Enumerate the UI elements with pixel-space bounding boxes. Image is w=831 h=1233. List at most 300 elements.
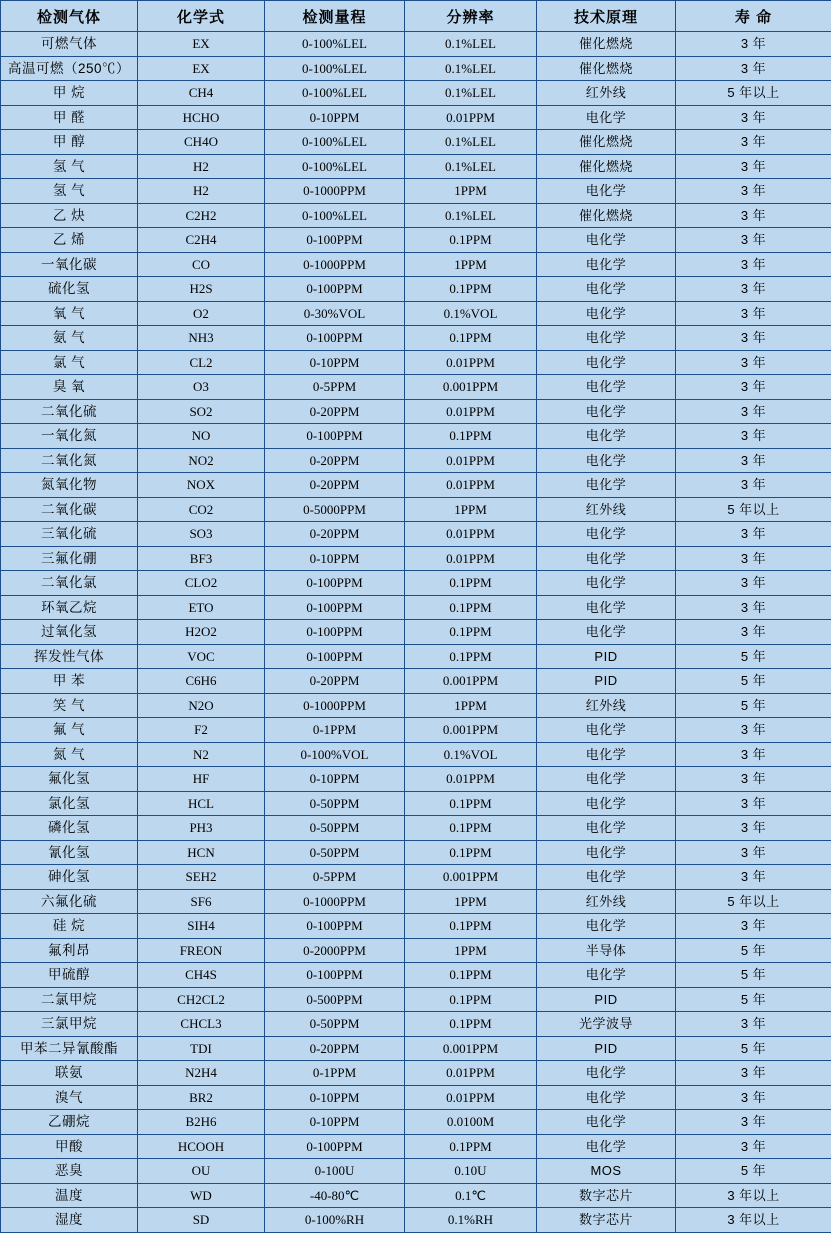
cell-chemical-formula: N2 <box>138 742 265 767</box>
cell-resolution: 0.01PPM <box>405 767 537 792</box>
cell-detection-range: 0-100%LEL <box>265 203 405 228</box>
table-row <box>1 1061 831 1086</box>
table-row <box>1 595 831 620</box>
table-row <box>1 105 831 130</box>
cell-lifespan: 3 年 <box>676 816 831 841</box>
table-row <box>1 914 831 939</box>
cell-technical-principle: 电化学 <box>537 105 676 130</box>
cell-technical-principle: 电化学 <box>537 546 676 571</box>
cell-gas-name: 一氧化氮 <box>1 424 138 449</box>
cell-gas-name: 甲硫醇 <box>1 963 138 988</box>
cell-gas-name: 挥发性气体 <box>1 644 138 669</box>
cell-lifespan: 3 年 <box>676 620 831 645</box>
cell-gas-name: 甲酸 <box>1 1134 138 1159</box>
cell-chemical-formula: SEH2 <box>138 865 265 890</box>
cell-detection-range: 0-100PPM <box>265 1134 405 1159</box>
cell-detection-range: 0-5PPM <box>265 865 405 890</box>
cell-chemical-formula: SO2 <box>138 399 265 424</box>
cell-detection-range: 0-100%VOL <box>265 742 405 767</box>
cell-detection-range: 0-20PPM <box>265 399 405 424</box>
cell-resolution: 0.0100M <box>405 1110 537 1135</box>
cell-technical-principle: PID <box>537 987 676 1012</box>
cell-chemical-formula: N2H4 <box>138 1061 265 1086</box>
cell-resolution: 1PPM <box>405 252 537 277</box>
cell-lifespan: 3 年 <box>676 448 831 473</box>
cell-detection-range: 0-100PPM <box>265 571 405 596</box>
cell-resolution: 0.001PPM <box>405 718 537 743</box>
table-row <box>1 546 831 571</box>
cell-gas-name: 甲 烷 <box>1 81 138 106</box>
cell-detection-range: 0-1000PPM <box>265 252 405 277</box>
cell-lifespan: 5 年以上 <box>676 889 831 914</box>
cell-gas-name: 氮氧化物 <box>1 473 138 498</box>
cell-gas-name: 甲 醇 <box>1 130 138 155</box>
cell-chemical-formula: SD <box>138 1208 265 1233</box>
table-row <box>1 448 831 473</box>
table-row <box>1 767 831 792</box>
cell-detection-range: 0-100%LEL <box>265 81 405 106</box>
table-row <box>1 644 831 669</box>
cell-lifespan: 3 年 <box>676 914 831 939</box>
cell-resolution: 0.1%LEL <box>405 154 537 179</box>
cell-resolution: 1PPM <box>405 179 537 204</box>
cell-technical-principle: 电化学 <box>537 473 676 498</box>
cell-lifespan: 3 年 <box>676 375 831 400</box>
cell-technical-principle: 电化学 <box>537 522 676 547</box>
cell-detection-range: 0-100%RH <box>265 1208 405 1233</box>
cell-detection-range: 0-100PPM <box>265 620 405 645</box>
cell-technical-principle: 电化学 <box>537 595 676 620</box>
cell-chemical-formula: C2H4 <box>138 228 265 253</box>
cell-detection-range: 0-10PPM <box>265 767 405 792</box>
cell-lifespan: 3 年 <box>676 840 831 865</box>
cell-chemical-formula: HCN <box>138 840 265 865</box>
cell-chemical-formula: CH4S <box>138 963 265 988</box>
cell-lifespan: 5 年 <box>676 938 831 963</box>
table-row <box>1 130 831 155</box>
cell-lifespan: 3 年 <box>676 1085 831 1110</box>
cell-lifespan: 5 年 <box>676 669 831 694</box>
cell-technical-principle: 电化学 <box>537 963 676 988</box>
cell-chemical-formula: CH2CL2 <box>138 987 265 1012</box>
cell-detection-range: 0-100PPM <box>265 424 405 449</box>
cell-lifespan: 5 年以上 <box>676 81 831 106</box>
cell-resolution: 0.1PPM <box>405 914 537 939</box>
cell-gas-name: 一氧化碳 <box>1 252 138 277</box>
cell-lifespan: 3 年 <box>676 301 831 326</box>
cell-chemical-formula: SF6 <box>138 889 265 914</box>
cell-technical-principle: 电化学 <box>537 252 676 277</box>
cell-resolution: 0.001PPM <box>405 865 537 890</box>
cell-detection-range: 0-10PPM <box>265 1110 405 1135</box>
cell-chemical-formula: EX <box>138 56 265 81</box>
cell-chemical-formula: HCOOH <box>138 1134 265 1159</box>
cell-detection-range: 0-10PPM <box>265 350 405 375</box>
cell-lifespan: 5 年 <box>676 963 831 988</box>
cell-resolution: 0.1%LEL <box>405 203 537 228</box>
table-row <box>1 424 831 449</box>
cell-detection-range: 0-20PPM <box>265 1036 405 1061</box>
table-row <box>1 522 831 547</box>
cell-technical-principle: 红外线 <box>537 889 676 914</box>
cell-detection-range: 0-50PPM <box>265 840 405 865</box>
cell-gas-name: 二氧化氯 <box>1 571 138 596</box>
cell-technical-principle: 电化学 <box>537 840 676 865</box>
cell-chemical-formula: BR2 <box>138 1085 265 1110</box>
column-header-lifespan: 寿 命 <box>676 1 831 32</box>
cell-gas-name: 氰化氢 <box>1 840 138 865</box>
cell-chemical-formula: O2 <box>138 301 265 326</box>
cell-detection-range: 0-100PPM <box>265 277 405 302</box>
table-row <box>1 81 831 106</box>
cell-gas-name: 氧 气 <box>1 301 138 326</box>
table-row <box>1 963 831 988</box>
cell-chemical-formula: FREON <box>138 938 265 963</box>
cell-technical-principle: 电化学 <box>537 277 676 302</box>
cell-lifespan: 3 年 <box>676 1110 831 1135</box>
cell-lifespan: 3 年 <box>676 1012 831 1037</box>
table-row <box>1 56 831 81</box>
cell-lifespan: 3 年 <box>676 350 831 375</box>
cell-resolution: 0.1%LEL <box>405 32 537 57</box>
cell-lifespan: 3 年 <box>676 767 831 792</box>
cell-resolution: 0.1PPM <box>405 791 537 816</box>
table-row <box>1 277 831 302</box>
cell-chemical-formula: CH4 <box>138 81 265 106</box>
cell-lifespan: 3 年 <box>676 424 831 449</box>
cell-gas-name: 氨 气 <box>1 326 138 351</box>
cell-lifespan: 3 年以上 <box>676 1208 831 1233</box>
cell-lifespan: 3 年 <box>676 522 831 547</box>
cell-chemical-formula: NO2 <box>138 448 265 473</box>
table-row <box>1 1183 831 1208</box>
cell-gas-name: 臭 氧 <box>1 375 138 400</box>
table-row <box>1 889 831 914</box>
cell-chemical-formula: CO <box>138 252 265 277</box>
cell-detection-range: 0-50PPM <box>265 791 405 816</box>
cell-technical-principle: 电化学 <box>537 816 676 841</box>
cell-chemical-formula: PH3 <box>138 816 265 841</box>
cell-gas-name: 氯化氢 <box>1 791 138 816</box>
cell-gas-name: 恶臭 <box>1 1159 138 1184</box>
cell-detection-range: 0-100PPM <box>265 963 405 988</box>
cell-chemical-formula: N2O <box>138 693 265 718</box>
cell-gas-name: 甲 醛 <box>1 105 138 130</box>
cell-technical-principle: 数字芯片 <box>537 1183 676 1208</box>
cell-technical-principle: 电化学 <box>537 1134 676 1159</box>
cell-resolution: 0.1%VOL <box>405 301 537 326</box>
table-row <box>1 816 831 841</box>
cell-resolution: 0.1PPM <box>405 424 537 449</box>
cell-gas-name: 三氧化硫 <box>1 522 138 547</box>
cell-technical-principle: MOS <box>537 1159 676 1184</box>
cell-chemical-formula: C2H2 <box>138 203 265 228</box>
cell-lifespan: 3 年 <box>676 105 831 130</box>
cell-gas-name: 氟 气 <box>1 718 138 743</box>
cell-resolution: 0.1PPM <box>405 840 537 865</box>
cell-technical-principle: 催化燃烧 <box>537 154 676 179</box>
table-row <box>1 1012 831 1037</box>
cell-resolution: 0.1PPM <box>405 987 537 1012</box>
table-row <box>1 571 831 596</box>
cell-gas-name: 三氯甲烷 <box>1 1012 138 1037</box>
cell-lifespan: 3 年 <box>676 865 831 890</box>
cell-chemical-formula: H2 <box>138 154 265 179</box>
table-row <box>1 252 831 277</box>
cell-detection-range: 0-1000PPM <box>265 693 405 718</box>
cell-resolution: 0.001PPM <box>405 669 537 694</box>
cell-resolution: 0.1PPM <box>405 1012 537 1037</box>
cell-technical-principle: 半导体 <box>537 938 676 963</box>
cell-resolution: 0.01PPM <box>405 522 537 547</box>
cell-technical-principle: 红外线 <box>537 693 676 718</box>
cell-technical-principle: 电化学 <box>537 424 676 449</box>
cell-technical-principle: PID <box>537 644 676 669</box>
cell-resolution: 0.1%LEL <box>405 81 537 106</box>
cell-gas-name: 乙 炔 <box>1 203 138 228</box>
cell-lifespan: 5 年 <box>676 693 831 718</box>
table-body <box>1 32 831 1233</box>
table-row <box>1 1110 831 1135</box>
table-row <box>1 326 831 351</box>
cell-resolution: 0.1PPM <box>405 963 537 988</box>
cell-technical-principle: 催化燃烧 <box>537 203 676 228</box>
cell-detection-range: 0-100PPM <box>265 228 405 253</box>
cell-lifespan: 3 年 <box>676 252 831 277</box>
cell-gas-name: 氢 气 <box>1 154 138 179</box>
cell-detection-range: 0-1PPM <box>265 1061 405 1086</box>
cell-resolution: 0.1PPM <box>405 816 537 841</box>
cell-gas-name: 溴气 <box>1 1085 138 1110</box>
cell-technical-principle: 催化燃烧 <box>537 130 676 155</box>
cell-gas-name: 联氨 <box>1 1061 138 1086</box>
cell-technical-principle: 电化学 <box>537 791 676 816</box>
table-row <box>1 987 831 1012</box>
cell-gas-name: 磷化氢 <box>1 816 138 841</box>
cell-technical-principle: PID <box>537 669 676 694</box>
table-row <box>1 228 831 253</box>
cell-technical-principle: 电化学 <box>537 620 676 645</box>
cell-gas-name: 氟利昂 <box>1 938 138 963</box>
table-row <box>1 791 831 816</box>
cell-lifespan: 3 年 <box>676 742 831 767</box>
table-row <box>1 693 831 718</box>
cell-detection-range: 0-100PPM <box>265 644 405 669</box>
cell-chemical-formula: VOC <box>138 644 265 669</box>
column-header-chemical-formula: 化学式 <box>138 1 265 32</box>
cell-lifespan: 3 年以上 <box>676 1183 831 1208</box>
cell-lifespan: 3 年 <box>676 326 831 351</box>
cell-chemical-formula: C6H6 <box>138 669 265 694</box>
cell-detection-range: 0-30%VOL <box>265 301 405 326</box>
cell-technical-principle: 电化学 <box>537 1061 676 1086</box>
cell-detection-range: 0-100%LEL <box>265 130 405 155</box>
cell-technical-principle: 电化学 <box>537 350 676 375</box>
cell-technical-principle: 电化学 <box>537 1110 676 1135</box>
cell-lifespan: 3 年 <box>676 1061 831 1086</box>
cell-detection-range: 0-1PPM <box>265 718 405 743</box>
cell-detection-range: 0-1000PPM <box>265 889 405 914</box>
table-row <box>1 497 831 522</box>
cell-technical-principle: 红外线 <box>537 497 676 522</box>
cell-technical-principle: 催化燃烧 <box>537 56 676 81</box>
cell-resolution: 0.1PPM <box>405 644 537 669</box>
table-row <box>1 301 831 326</box>
column-header-technical-principle: 技术原理 <box>537 1 676 32</box>
cell-detection-range: 0-100%LEL <box>265 32 405 57</box>
cell-chemical-formula: CLO2 <box>138 571 265 596</box>
table-row <box>1 718 831 743</box>
cell-resolution: 0.1PPM <box>405 326 537 351</box>
cell-technical-principle: 电化学 <box>537 571 676 596</box>
cell-detection-range: 0-2000PPM <box>265 938 405 963</box>
cell-gas-name: 可燃气体 <box>1 32 138 57</box>
cell-detection-range: 0-5PPM <box>265 375 405 400</box>
cell-chemical-formula: OU <box>138 1159 265 1184</box>
cell-lifespan: 3 年 <box>676 228 831 253</box>
cell-chemical-formula: O3 <box>138 375 265 400</box>
table-row <box>1 669 831 694</box>
cell-resolution: 0.1PPM <box>405 1134 537 1159</box>
cell-technical-principle: 电化学 <box>537 375 676 400</box>
cell-lifespan: 3 年 <box>676 546 831 571</box>
column-header-detection-range: 检测量程 <box>265 1 405 32</box>
cell-detection-range: 0-100PPM <box>265 595 405 620</box>
table-row <box>1 1134 831 1159</box>
cell-gas-name: 湿度 <box>1 1208 138 1233</box>
table-row <box>1 154 831 179</box>
cell-gas-name: 硫化氢 <box>1 277 138 302</box>
cell-technical-principle: 数字芯片 <box>537 1208 676 1233</box>
cell-gas-name: 三氟化硼 <box>1 546 138 571</box>
table-row <box>1 32 831 57</box>
cell-technical-principle: 电化学 <box>537 301 676 326</box>
cell-gas-name: 二氧化硫 <box>1 399 138 424</box>
table-row <box>1 473 831 498</box>
cell-detection-range: 0-5000PPM <box>265 497 405 522</box>
cell-technical-principle: PID <box>537 1036 676 1061</box>
cell-resolution: 0.1%LEL <box>405 56 537 81</box>
cell-technical-principle: 电化学 <box>537 914 676 939</box>
cell-lifespan: 3 年 <box>676 1134 831 1159</box>
table-row <box>1 203 831 228</box>
cell-technical-principle: 电化学 <box>537 326 676 351</box>
cell-chemical-formula: BF3 <box>138 546 265 571</box>
cell-lifespan: 3 年 <box>676 473 831 498</box>
cell-lifespan: 3 年 <box>676 399 831 424</box>
table-row <box>1 1159 831 1184</box>
cell-resolution: 0.001PPM <box>405 375 537 400</box>
cell-gas-name: 甲 苯 <box>1 669 138 694</box>
cell-chemical-formula: SIH4 <box>138 914 265 939</box>
cell-chemical-formula: H2O2 <box>138 620 265 645</box>
table-row <box>1 399 831 424</box>
cell-lifespan: 3 年 <box>676 130 831 155</box>
cell-resolution: 0.1℃ <box>405 1183 537 1208</box>
cell-resolution: 0.001PPM <box>405 1036 537 1061</box>
table-row <box>1 1085 831 1110</box>
cell-gas-name: 硅 烷 <box>1 914 138 939</box>
cell-resolution: 0.1PPM <box>405 620 537 645</box>
cell-detection-range: 0-100%LEL <box>265 154 405 179</box>
cell-detection-range: 0-100U <box>265 1159 405 1184</box>
cell-chemical-formula: ETO <box>138 595 265 620</box>
cell-detection-range: 0-50PPM <box>265 1012 405 1037</box>
cell-technical-principle: 电化学 <box>537 179 676 204</box>
table-header-row <box>1 1 831 32</box>
cell-detection-range: 0-500PPM <box>265 987 405 1012</box>
cell-technical-principle: 电化学 <box>537 228 676 253</box>
cell-detection-range: 0-10PPM <box>265 105 405 130</box>
cell-detection-range: 0-100PPM <box>265 914 405 939</box>
cell-chemical-formula: EX <box>138 32 265 57</box>
cell-gas-name: 过氧化氢 <box>1 620 138 645</box>
cell-lifespan: 3 年 <box>676 154 831 179</box>
cell-detection-range: -40-80℃ <box>265 1183 405 1208</box>
table-row <box>1 938 831 963</box>
column-header-gas-name: 检测气体 <box>1 1 138 32</box>
cell-technical-principle: 电化学 <box>537 718 676 743</box>
table-row <box>1 865 831 890</box>
table-row <box>1 375 831 400</box>
cell-resolution: 1PPM <box>405 693 537 718</box>
cell-chemical-formula: WD <box>138 1183 265 1208</box>
cell-chemical-formula: HF <box>138 767 265 792</box>
cell-gas-name: 环氧乙烷 <box>1 595 138 620</box>
cell-gas-name: 二氧化碳 <box>1 497 138 522</box>
table-row <box>1 350 831 375</box>
cell-lifespan: 5 年 <box>676 1036 831 1061</box>
cell-chemical-formula: H2 <box>138 179 265 204</box>
cell-detection-range: 0-100PPM <box>265 326 405 351</box>
cell-chemical-formula: NO <box>138 424 265 449</box>
cell-chemical-formula: HCHO <box>138 105 265 130</box>
cell-chemical-formula: CO2 <box>138 497 265 522</box>
cell-resolution: 0.01PPM <box>405 1085 537 1110</box>
cell-chemical-formula: CL2 <box>138 350 265 375</box>
cell-lifespan: 3 年 <box>676 179 831 204</box>
cell-lifespan: 3 年 <box>676 203 831 228</box>
cell-chemical-formula: TDI <box>138 1036 265 1061</box>
cell-gas-name: 笑 气 <box>1 693 138 718</box>
cell-gas-name: 高温可燃（250℃） <box>1 56 138 81</box>
column-header-resolution: 分辨率 <box>405 1 537 32</box>
cell-resolution: 0.01PPM <box>405 1061 537 1086</box>
cell-technical-principle: 光学波导 <box>537 1012 676 1037</box>
table-row <box>1 620 831 645</box>
cell-lifespan: 3 年 <box>676 571 831 596</box>
cell-chemical-formula: NOX <box>138 473 265 498</box>
table-row <box>1 840 831 865</box>
cell-chemical-formula: CH4O <box>138 130 265 155</box>
cell-technical-principle: 红外线 <box>537 81 676 106</box>
cell-chemical-formula: F2 <box>138 718 265 743</box>
cell-gas-name: 氟化氢 <box>1 767 138 792</box>
cell-resolution: 1PPM <box>405 497 537 522</box>
cell-lifespan: 3 年 <box>676 277 831 302</box>
cell-detection-range: 0-20PPM <box>265 448 405 473</box>
cell-gas-name: 温度 <box>1 1183 138 1208</box>
cell-resolution: 0.1%RH <box>405 1208 537 1233</box>
cell-resolution: 0.1PPM <box>405 228 537 253</box>
cell-gas-name: 二氧化氮 <box>1 448 138 473</box>
cell-lifespan: 3 年 <box>676 595 831 620</box>
cell-resolution: 0.10U <box>405 1159 537 1184</box>
cell-resolution: 0.1PPM <box>405 277 537 302</box>
cell-gas-name: 氯 气 <box>1 350 138 375</box>
cell-chemical-formula: SO3 <box>138 522 265 547</box>
cell-technical-principle: 电化学 <box>537 399 676 424</box>
